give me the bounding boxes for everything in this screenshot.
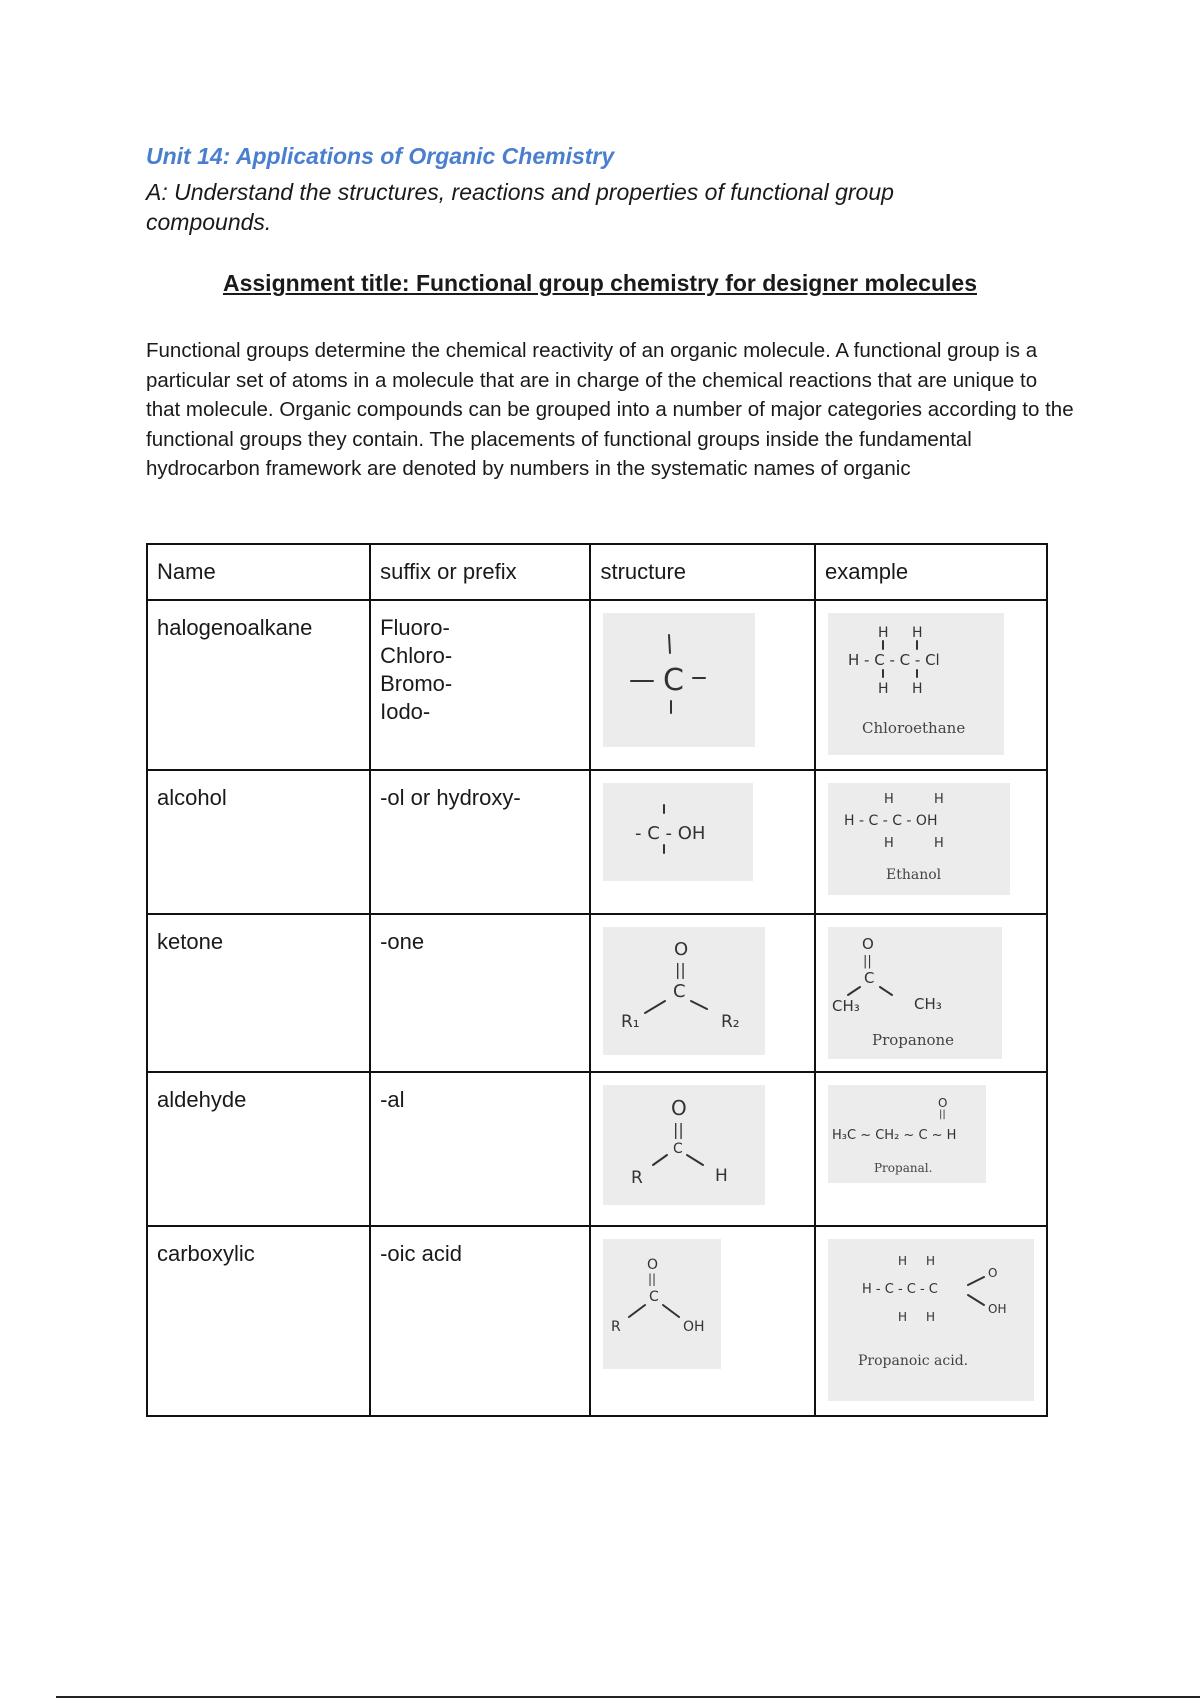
affix-line: Chloro-: [380, 643, 453, 668]
group-name: ketone: [147, 914, 370, 1072]
group-name: aldehyde: [147, 1072, 370, 1226]
assignment-title: Assignment title: Functional group chemistry for designer molecules: [222, 270, 977, 296]
example-cell: [815, 914, 1047, 1072]
propanone-drawing: [828, 927, 1002, 1059]
svg-text:||: ||: [675, 960, 687, 979]
affix-line: Bromo-: [380, 671, 453, 696]
svg-text:H: H: [877, 625, 889, 641]
svg-text:H: H: [911, 625, 923, 641]
table-row: [147, 1226, 1047, 1416]
svg-text:R: R: [631, 1168, 644, 1188]
group-affix: [370, 1226, 590, 1416]
affix-line: -ol or hydroxy-: [380, 785, 521, 810]
example-cell: [815, 770, 1047, 914]
table-row: [147, 1072, 1047, 1226]
header-structure: structure: [590, 544, 815, 600]
affix-line: -oic acid: [380, 1241, 463, 1266]
svg-text:H: H: [897, 1310, 908, 1324]
example-cell: [815, 1226, 1047, 1416]
svg-text:C: C: [673, 981, 687, 1002]
svg-text:C: C: [649, 1289, 660, 1305]
group-affix: [370, 914, 590, 1072]
svg-text:H - C - C - Cl: H - C - C - Cl: [847, 651, 940, 669]
svg-text:O: O: [647, 1257, 659, 1273]
structure-cell: [590, 770, 815, 914]
functional-groups-table: [146, 543, 1048, 1417]
table-row: [147, 914, 1047, 1072]
svg-text:H - C - C - C: H - C - C - C: [861, 1282, 938, 1297]
svg-text:H: H: [715, 1166, 729, 1186]
example-cell: [815, 600, 1047, 770]
svg-text:H: H: [877, 681, 889, 697]
svg-text:O: O: [674, 939, 689, 960]
carboxylic-structure-drawing: [603, 1239, 721, 1369]
svg-text:R: R: [611, 1319, 622, 1335]
group-affix: [370, 1072, 590, 1226]
aldehyde-structure-drawing: [603, 1085, 765, 1205]
svg-text:||: ||: [938, 1109, 946, 1120]
structure-cell: [590, 1226, 815, 1416]
ketone-structure-drawing: [603, 927, 765, 1055]
svg-text:H: H: [933, 792, 944, 807]
ethanol-drawing: [828, 783, 1010, 895]
svg-text:||: ||: [673, 1120, 685, 1139]
svg-text:H₃C ~ CH₂ ~ C ~ H: H₃C ~ CH₂ ~ C ~ H: [831, 1128, 957, 1143]
table-row: [147, 600, 1047, 770]
propanoic-acid-drawing: [828, 1239, 1034, 1401]
svg-text:R₁: R₁: [621, 1012, 641, 1032]
svg-text:H - C - C - OH: H - C - C - OH: [843, 813, 938, 829]
svg-text:OH: OH: [987, 1302, 1007, 1316]
affix-line: Fluoro-: [380, 615, 450, 640]
intro-paragraph: Functional groups determine the chemical reactivity of an organic molecule. A functional group is a particular set of atoms in a molecule that are in charge of the chemical reactions that are unique to that molecule. Organic compounds can be grouped into a number of major categories according to the functional groups they contain. The placements of functional groups inside the fundamental hydrocarbon framework are denoted by numbers in the systematic names of organic: [146, 339, 1074, 480]
svg-text:O: O: [987, 1266, 998, 1280]
example-cell: [815, 1072, 1047, 1226]
example-label: Propanal.: [873, 1161, 933, 1175]
affix-line: -one: [380, 929, 425, 954]
svg-text:H: H: [883, 792, 894, 807]
svg-text:H: H: [925, 1254, 936, 1268]
header-affix: suffix or prefix: [370, 544, 590, 600]
structure-cell: [590, 1072, 815, 1226]
svg-text:CH₃: CH₃: [913, 995, 942, 1013]
svg-text:- C - OH: - C - OH: [635, 823, 706, 844]
group-name: halogenoalkane: [147, 600, 370, 770]
group-affix: [370, 600, 590, 770]
example-label: Propanoic acid.: [857, 1353, 969, 1369]
svg-text:H: H: [925, 1310, 936, 1324]
svg-text:O: O: [861, 935, 874, 953]
learning-aim: A: Understand the structures, reactions and properties of functional group compounds.: [146, 179, 894, 235]
page-bottom-rule: [56, 1696, 1200, 1698]
group-name: alcohol: [147, 770, 370, 914]
svg-text:C: C: [863, 969, 875, 987]
svg-text:H: H: [911, 681, 923, 697]
affix-line: -al: [380, 1087, 405, 1112]
svg-text:H: H: [883, 836, 894, 851]
haloalkane-structure-drawing: [603, 613, 755, 747]
svg-text:H: H: [897, 1254, 908, 1268]
chloroethane-drawing: [828, 613, 1004, 755]
header-example: example: [815, 544, 1047, 600]
affix-line: Iodo-: [380, 699, 431, 724]
structure-cell: [590, 914, 815, 1072]
svg-text:||: ||: [648, 1272, 657, 1286]
structure-cell: [590, 600, 815, 770]
group-affix: [370, 770, 590, 914]
svg-text:OH: OH: [683, 1319, 705, 1335]
svg-text:CH₃: CH₃: [831, 997, 860, 1015]
propanal-drawing: [828, 1085, 986, 1183]
svg-text:R₂: R₂: [721, 1012, 741, 1032]
group-name: carboxylic: [147, 1226, 370, 1416]
svg-text:||: ||: [862, 954, 872, 969]
svg-text:C: C: [663, 663, 685, 698]
example-label: Chloroethane: [861, 719, 966, 737]
svg-text:O: O: [937, 1096, 948, 1110]
example-label: Propanone: [871, 1031, 955, 1049]
alcohol-structure-drawing: [603, 783, 753, 881]
svg-text:O: O: [671, 1096, 688, 1120]
svg-text:C: C: [673, 1141, 684, 1157]
header-name: Name: [147, 544, 370, 600]
table-header-row: [147, 544, 1047, 600]
table-row: [147, 770, 1047, 914]
unit-title: Unit 14: Applications of Organic Chemistry: [146, 143, 615, 169]
example-label: Ethanol: [885, 867, 942, 883]
svg-text:H: H: [933, 836, 944, 851]
